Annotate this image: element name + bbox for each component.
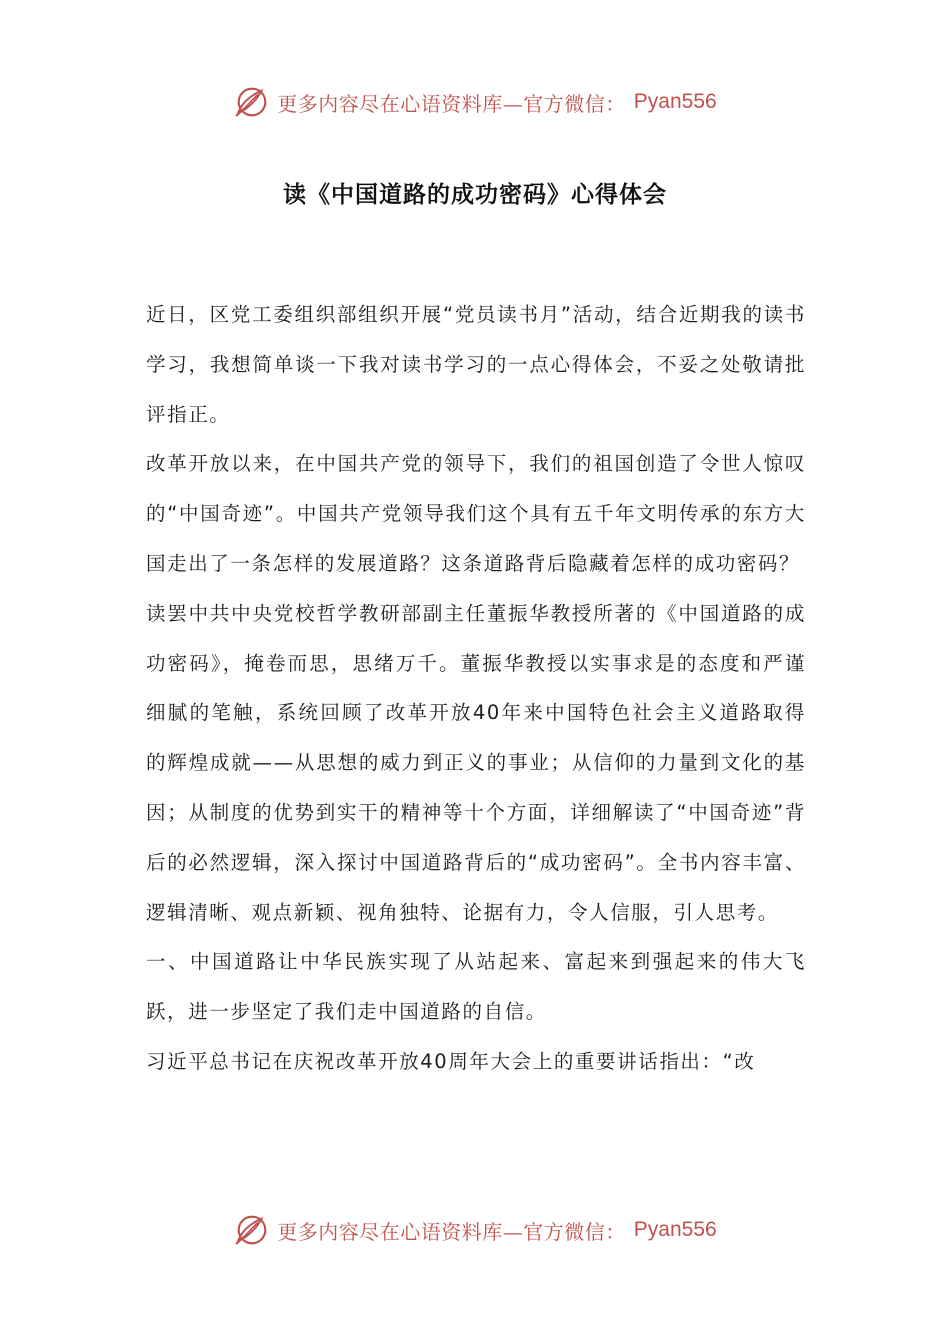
paragraph: 习近平总书记在庆祝改革开放40周年大会上的重要讲话指出：“改: [146, 1049, 756, 1073]
quill-logo-icon: [233, 83, 271, 121]
document-body: [146, 290, 806, 1087]
watermark-header: [0, 82, 950, 122]
paragraph: 改革开放以来，在中国共产党的领导下，我们的祖国创造了令世人惊叹的“中国奇迹”。中国共产党领导我们这个具有五千年文明传承的东方大国走出了一条怎样的发展道路？这条道路背后隐藏着怎样的成功密码？: [146, 452, 806, 575]
quill-logo-icon: [233, 1211, 271, 1249]
watermark-wechat-id: Pyan556: [633, 1218, 717, 1241]
paragraph: 读罢中共中央党校哲学教研部副主任董振华教授所著的《中国道路的成功密码》，掩卷而思，思绪万千。董振华教授以实事求是的态度和严谨细腻的笔触，系统回顾了改革开放40年来中国特色社会主义道路取得的辉煌成就——从思想的威力到正义的事业；从信仰的力量到文化的基因；从制度的优势到实干的精神等十个方面，详细解读了“中国奇迹”背后的必然逻辑，深入探讨中国道路背后的“成功密码”。全书内容丰富、逻辑清晰、观点新颖、视角独特、论据有力，令人信服，引人思考。: [146, 601, 806, 924]
paragraph: 近日，区党工委组织部组织开展“党员读书月”活动，结合近期我的读书学习，我想简单谈一下我对读书学习的一点心得体会，不妥之处敬请批评指正。: [146, 303, 806, 426]
watermark-text: 更多内容尽在心语资料库—官方微信：: [277, 91, 626, 116]
watermark-text: 更多内容尽在心语资料库—官方微信：: [277, 1219, 626, 1244]
watermark-wechat-id: Pyan556: [633, 90, 717, 113]
paragraph: 一、中国道路让中华民族实现了从站起来、富起来到强起来的伟大飞跃，进一步坚定了我们走中国道路的自信。: [146, 950, 806, 1024]
watermark-footer: [0, 1210, 950, 1250]
document-title: 读《中国道路的成功密码》心得体会: [283, 182, 667, 208]
